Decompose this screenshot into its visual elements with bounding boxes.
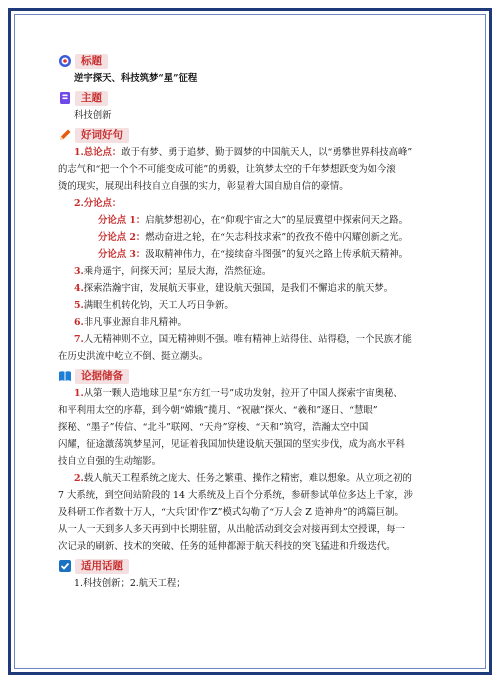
sub-argument-text: 启航梦想初心，在“仰观宇宙之大”的星辰冀望中探索问天之路。: [145, 215, 409, 226]
phrase-item: [58, 297, 454, 314]
evidence-number: 1.: [74, 388, 84, 399]
evidence-text: 闪耀，征途激荡筑梦星河，见证着我国加快建设航天强国的坚实步伐，成为高水平科: [58, 439, 405, 450]
section-label: 好词好句: [75, 128, 129, 143]
sub-argument-item: [74, 212, 454, 229]
evidence-text: 探秘、“墨子”传信、“北斗”联网、“天舟”穿梭、“天和”筑穹，浩瀚太空中国: [58, 422, 369, 433]
phrase-item: [58, 280, 454, 297]
evidence-number: 2.: [74, 473, 84, 484]
check-icon: [58, 559, 72, 573]
sub-argument-text: 燃动奋进之轮，在“矢志科技求索”的孜孜不倦中闪耀创新之光。: [145, 232, 409, 243]
evidence-text: 次记录的刷新、技术的突破、任务的延伸都源于航天科技的突飞猛进和升级迭代。: [58, 541, 396, 552]
bookmark-icon: [58, 91, 72, 105]
phrase-text: 非凡事业源自非凡精神。: [83, 317, 187, 328]
title-text: 逆宇探天、科技筑梦“星”征程: [74, 73, 198, 84]
sub-argument-item: [74, 229, 454, 246]
section-label: 标题: [75, 54, 108, 69]
phrase-item: [58, 263, 454, 280]
section-phrases-heading: [58, 126, 454, 144]
phrase-text: 乘舟遥宇，问探天河；星辰大海，浩然征途。: [83, 266, 272, 277]
sub-argument-label: 分论点 2：: [98, 232, 146, 243]
sub-argument-label: 分论点 3：: [98, 249, 146, 260]
evidence-text: 从一人一天到多人多天再到中长期驻留，从出舱活动到交会对接再到太空授课，每一: [58, 524, 405, 535]
section-label: 论据储备: [75, 369, 129, 384]
main-argument-line: 的志气和“把一个个不可能变成可能”的勇毅，让筑梦太空的千年梦想跃变为如今滚: [58, 164, 396, 175]
book-icon: [58, 369, 72, 383]
section-label: 主题: [75, 91, 108, 106]
section-evidence-heading: [58, 367, 454, 385]
phrase-text: 在历史洪流中屹立不倒、挺立潮头。: [58, 351, 209, 362]
pen-icon: [58, 128, 72, 142]
main-argument-label: 1.总论点：: [74, 147, 122, 158]
evidence-text: 7 大系统，到空间站阶段的 14 大系统及上百个分系统，参研参试单位多达上千家，涉: [58, 490, 413, 501]
evidence-text: 从第一颗人造地球卫星“东方红一号”成功发射，拉开了中国人探索宇宙奥秘、: [83, 388, 403, 399]
section-theme-heading: [58, 89, 454, 107]
target-icon: [58, 54, 72, 68]
evidence-text: 技自立自强的生动缩影。: [58, 456, 162, 467]
phrase-number: 6.: [74, 317, 84, 328]
phrase-text: 人无精神则不立，国无精神则不强。唯有精神上站得住、站得稳，一个民族才能: [83, 334, 412, 345]
evidence-text: 及科研工作者数十万人，“大兵'团'作'Z”模式勾勒了“万人会 Z 造神舟”的鸿篇巨制。: [58, 507, 404, 518]
phrase-item: [58, 331, 454, 365]
sub-arguments: [58, 195, 454, 263]
sub-argument-item: [74, 246, 454, 263]
sub-argument-label: 分论点 1：: [98, 215, 146, 226]
section-label: 适用话题: [75, 559, 129, 574]
main-argument-line: 烫的现实，展现出科技自立自强的实力，彰显着大国自励自信的豪情。: [58, 181, 349, 192]
document-content: [58, 50, 454, 592]
phrase-item: [58, 314, 454, 331]
evidence-item: [58, 470, 454, 555]
phrase-number: 3.: [74, 266, 84, 277]
evidence-item: [58, 385, 454, 470]
phrase-text: 探索浩瀚宇宙，发展航天事业，建设航天强国，是我们不懈追求的航天梦。: [83, 283, 394, 294]
topics-text: 1.科技创新；2.航天工程；: [74, 578, 186, 589]
phrase-text: 满眼生机转化钧，天工人巧日争新。: [83, 300, 234, 311]
phrase-number: 4.: [74, 283, 84, 294]
sub-argument-text: 汲取精神伟力，在“接续奋斗图强”的复兴之路上传承航天精神。: [145, 249, 409, 260]
main-argument-line: 敢于有梦、勇于追梦、勤于圆梦的中国航天人，以“勇攀世界科技高峰”: [121, 147, 413, 158]
theme-text: 科技创新: [74, 110, 112, 121]
main-argument: [58, 144, 454, 195]
evidence-text: 和平利用太空的序幕，到今朝“嫦娥”揽月、“祝融”探火、“羲和”逐日、“慧眼”: [58, 405, 378, 416]
phrase-number: 7.: [74, 334, 84, 345]
phrase-number: 5.: [74, 300, 84, 311]
section-topics-heading: [58, 557, 454, 575]
sub-arguments-label: 2.分论点：: [74, 198, 122, 209]
evidence-text: 载人航天工程系统之庞大、任务之繁重、操作之精密，难以想象。从立项之初的: [83, 473, 412, 484]
section-title-heading: [58, 52, 454, 70]
